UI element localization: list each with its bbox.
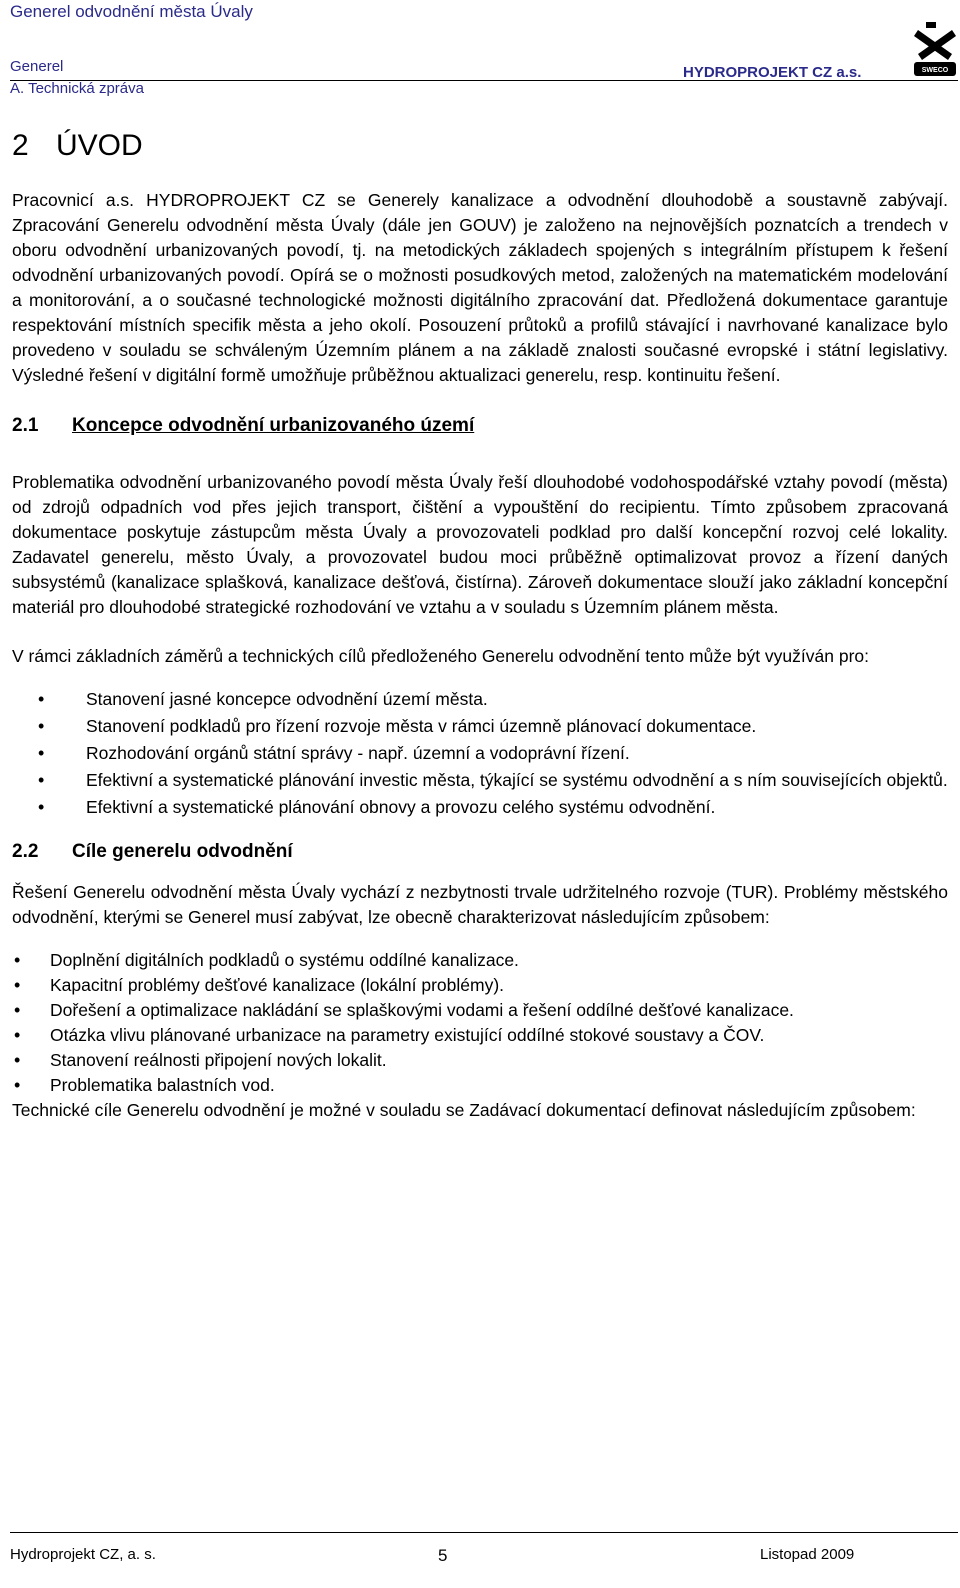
company-name: HYDROPROJEKT CZ a.s.: [683, 64, 862, 81]
list-item: • Dořešení a optimalizace nakládání se splaškovými vodami a řešení oddílné dešťové kanalizace.: [12, 998, 948, 1023]
chapter-number: 2: [12, 129, 29, 162]
chapter-title: ÚVOD: [56, 129, 143, 162]
svg-text:SWECO: SWECO: [921, 67, 949, 74]
list-item: • Otázka vlivu plánované urbanizace na parametry existující oddílné stokové soustavy a ČOV.: [12, 1023, 948, 1048]
list-item: • Rozhodování orgánů státní správy - např. územní a vodoprávní řízení.: [12, 741, 948, 766]
section-title: Cíle generelu odvodnění: [72, 841, 293, 862]
purpose-list: [12, 687, 948, 820]
section-title: Koncepce odvodnění urbanizovaného území: [72, 415, 475, 436]
section-number: 2.2: [12, 841, 39, 862]
list-item: • Problematika balastních vod.: [12, 1073, 948, 1098]
list-item: • Efektivní a systematické plánování investic města, týkající se systému odvodnění a s ním souvisejících objektů.: [12, 768, 948, 793]
list-item: • Stanovení reálnosti připojení nových lokalit.: [12, 1048, 948, 1073]
footer-divider: [10, 1532, 958, 1533]
section-2-1-paragraph-2: V rámci základních záměrů a technických cílů předloženého Generelu odvodnění tento může být využíván pro:: [12, 646, 869, 666]
section-heading-2-1: [12, 412, 948, 440]
footer-date: Listopad 2009: [760, 1546, 855, 1563]
section-heading-2-2: [12, 838, 948, 866]
list-item: • Efektivní a systematické plánování obnovy a provozu celého systému odvodnění.: [12, 795, 948, 820]
problems-list: [12, 948, 948, 1098]
document-subtitle: Generel: [10, 58, 64, 75]
list-item: • Kapacitní problémy dešťové kanalizace (lokální problémy).: [12, 973, 948, 998]
list-item: • Doplnění digitálních podkladů o systému oddílné kanalizace.: [12, 948, 948, 973]
page-number: 5: [438, 1546, 448, 1565]
intro-paragraph: Pracovnicí a.s. HYDROPROJEKT CZ se Generely kanalizace a odvodnění dlouhodobě a soustavně zabývají. Zpracování Generelu odvodnění města Úvaly (dále jen GOUV) je založeno na nejnovějších poznatcích a trendech v oboru odvodnění urbanizovaných povodí, tj. na metodických základech spojených s integrálním přístupem k řešení odvodnění urbanizovaných povodí. Opírá se o možnosti posudkových metod, založených na matematickém modelování a monitorování, a o současné technologické možnosti digitálního zpracování dat. Předložená dokumentace garantuje respektování místních specifik města a jeho okolí. Posouzení průtoků a profilů stávající i navrhované kanalizace bylo provedeno v souladu se schváleným Územním plánem a na základě znalosti současné evropské i státní legislativy. Výsledné řešení v digitální formě umožňuje průběžnou aktualizaci generelu, resp. kontinuitu řešení.: [12, 190, 948, 385]
section-number: 2.1: [12, 415, 39, 436]
hydroprojekt-logo-icon: [914, 20, 956, 78]
main-content: [12, 124, 948, 1123]
section-2-2-paragraph-2: Technické cíle Generelu odvodnění je možné v souladu se Zadávací dokumentací definovat následujícím způsobem:: [12, 1100, 916, 1120]
document-title: Generel odvodnění města Úvaly: [10, 2, 253, 21]
list-item: • Stanovení podkladů pro řízení rozvoje města v rámci územně plánovací dokumentace.: [12, 714, 948, 739]
list-item: • Stanovení jasné koncepce odvodnění území města.: [12, 687, 948, 712]
document-part: A. Technická zpráva: [10, 80, 144, 97]
section-2-2-paragraph: Řešení Generelu odvodnění města Úvaly vychází z nezbytnosti trvale udržitelného rozvoje (TUR). Problémy městského odvodnění, kterými se Generel musí zabývat, lze obecně charakterizovat následujícím způsobem:: [12, 882, 948, 927]
section-2-1-paragraph: Problematika odvodnění urbanizovaného povodí města Úvaly řeší dlouhodobé vodohospodářské vztahy povodí (města) od zdrojů odpadních vod přes jejich transport, čištění a vypouštění do recipientu. Tímto způsobem zpracovaná dokumentace poskytuje zástupcům města Úvaly a provozovateli podklad pro další koncepční rozvoj celé lokality. Zadavatel generelu, město Úvaly, a provozovatel budou moci průběžně optimalizovat provoz a řízení daných subsystémů (kanalizace splašková, kanalizace dešťová, čistírna). Zároveň dokumentace slouží jako základní koncepční materiál pro dlouhodobé strategické rozhodování ve vztahu a v souladu s Územním plánem města.: [12, 472, 948, 617]
chapter-heading: [12, 124, 948, 168]
footer-company: Hydroprojekt CZ, a. s.: [10, 1546, 156, 1563]
